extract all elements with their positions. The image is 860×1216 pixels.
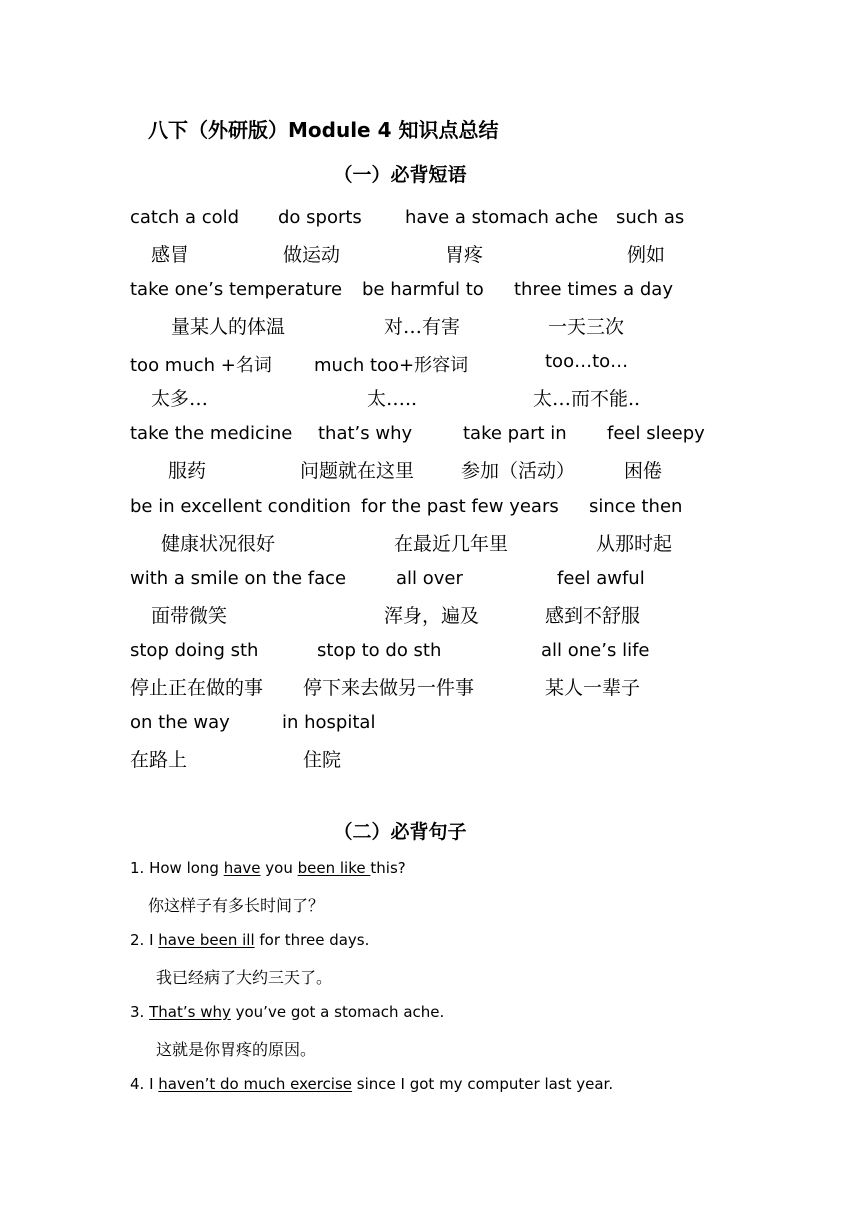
phrase-cn: 某人一辈子	[545, 677, 641, 699]
key-phrase: been like	[297, 859, 371, 877]
sentence-text: 2. I	[130, 931, 159, 949]
phrase-cn: 健康状况很好	[161, 533, 276, 555]
phrase-cn: 做运动	[283, 244, 341, 266]
phrase-cn: 感到不舒服	[545, 605, 641, 627]
phrase-cn: 问题就在这里	[300, 460, 415, 482]
phrase-cn: 太多…	[151, 388, 209, 410]
phrase-cn: 感冒	[151, 244, 190, 266]
phrase-cn: 在最近几年里	[394, 533, 509, 555]
phrase-en: be harmful to	[362, 279, 484, 300]
sentence-text: 4. I	[130, 1075, 159, 1093]
sentence-cn: 我已经病了大约三天了。	[156, 968, 333, 987]
key-phrase: have	[223, 859, 261, 877]
phrase-en: stop doing sth	[130, 640, 259, 661]
phrase-en: too…to…	[545, 351, 629, 372]
phrase-cn: 例如	[627, 244, 666, 266]
phrase-en: take one’s temperature	[130, 279, 343, 300]
phrase-en: for the past few years	[361, 496, 559, 517]
phrase-en: be in excellent condition	[130, 496, 351, 517]
phrase-cn: 停下来去做另一件事	[303, 677, 475, 699]
phrase-cn: 参加（活动）	[461, 460, 576, 482]
sentence-text: this?	[370, 859, 406, 877]
phrase-cn: 停止正在做的事	[130, 677, 264, 699]
phrase-en: much too+形容词	[314, 355, 469, 376]
phrase-en: such as	[616, 207, 685, 228]
key-phrase: have been ill	[158, 931, 255, 949]
sentence-cn: 你这样子有多长时间了？	[148, 896, 325, 915]
phrase-cn: 住院	[303, 749, 342, 771]
phrase-cn: 困倦	[624, 460, 663, 482]
phrase-en: feel sleepy	[607, 423, 705, 444]
phrase-en: take the medicine	[130, 423, 293, 444]
sentence-en	[130, 1003, 444, 1021]
sentence-text: since I got my computer last year.	[352, 1075, 614, 1093]
phrase-en: that’s why	[318, 423, 413, 444]
phrase-en: too much +名词	[130, 355, 272, 376]
phrase-cn: 胃疼	[445, 244, 484, 266]
phrase-en: take part in	[463, 423, 567, 444]
section-phrases-title: （一）必背短语	[333, 164, 467, 186]
phrase-cn: 在路上	[130, 749, 188, 771]
phrase-en: since then	[589, 496, 683, 517]
sentence-text: 3.	[130, 1003, 150, 1021]
sentence-text: you’ve got a stomach ache.	[230, 1003, 445, 1021]
sentence-cn: 这就是你胃疼的原因。	[156, 1040, 317, 1059]
phrase-cn: 对…有害	[384, 316, 461, 338]
phrase-en: feel awful	[557, 568, 645, 589]
sentence-en	[130, 1075, 613, 1093]
document-title: 八下（外研版）Module 4 知识点总结	[148, 118, 499, 142]
phrase-cn: 一天三次	[548, 316, 625, 338]
phrase-en: in hospital	[282, 712, 376, 733]
section-sentences-title: （二）必背句子	[333, 821, 467, 843]
key-phrase: That’s why	[149, 1003, 231, 1021]
key-phrase: haven’t do much exercise	[158, 1075, 353, 1093]
sentence-text: for three days.	[254, 931, 370, 949]
phrase-en: have a stomach ache	[405, 207, 599, 228]
sentence-text: you	[260, 859, 298, 877]
phrase-en: all one’s life	[541, 640, 650, 661]
phrase-en: three times a day	[514, 279, 673, 300]
phrase-cn: 面带微笑	[151, 605, 228, 627]
phrase-cn: 太…而不能..	[533, 388, 641, 410]
phrase-en: stop to do sth	[317, 640, 442, 661]
sentence-text: 1. How long	[130, 859, 224, 877]
phrase-cn: 太…..	[367, 388, 418, 410]
phrase-cn: 从那时起	[596, 533, 673, 555]
phrase-cn: 量某人的体温	[171, 316, 286, 338]
phrase-cn: 浑身，遍及	[384, 605, 480, 627]
sentence-en	[130, 931, 369, 949]
phrase-en: do sports	[278, 207, 362, 228]
phrase-en: catch a cold	[130, 207, 240, 228]
sentence-en	[130, 859, 406, 877]
phrase-en: all over	[396, 568, 463, 589]
phrase-cn: 服药	[168, 460, 207, 482]
phrase-en: with a smile on the face	[130, 568, 347, 589]
phrase-en: on the way	[130, 712, 230, 733]
